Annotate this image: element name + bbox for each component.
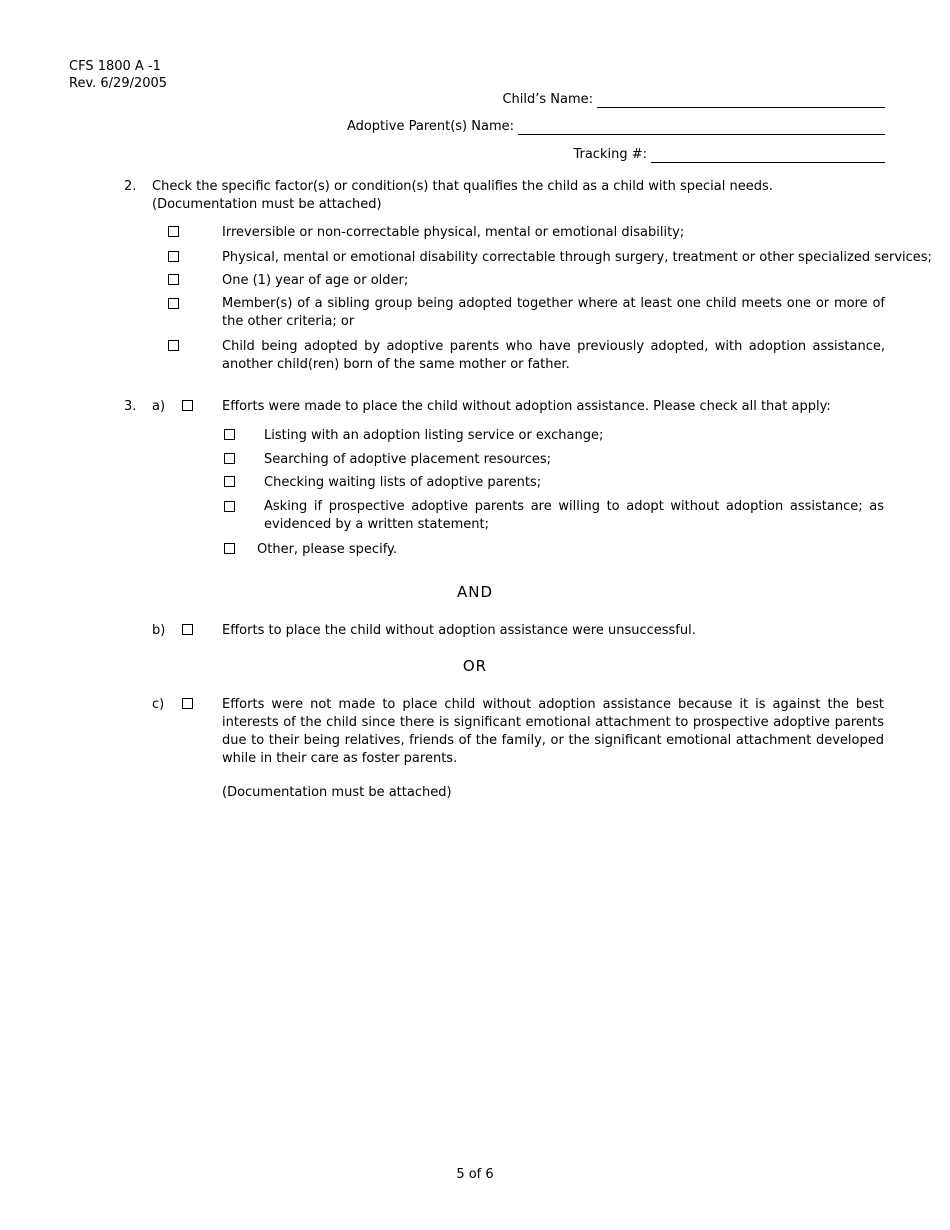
checkbox-other[interactable] — [224, 543, 235, 554]
adoptive-parents-field[interactable] — [518, 134, 885, 135]
section-3-number: 3. — [124, 399, 137, 414]
option-irreversible-disability: Irreversible or non-correctable physical, mental or emotional disability; — [222, 225, 685, 240]
option-other: Other, please specify. — [257, 542, 398, 557]
checkbox-correctable-disability[interactable] — [168, 251, 179, 262]
option-asking-parents: Asking if prospective adoptive parents are willing to adopt without adoption assistance; as evidenced by a written statement; — [264, 499, 884, 532]
option-waiting-lists: Checking waiting lists of adoptive parents; — [264, 475, 542, 490]
adoptive-parents-label: Adoptive Parent(s) Name: — [346, 119, 514, 134]
option-searching-resources: Searching of adoptive placement resources; — [264, 452, 552, 467]
section-3b-letter: b) — [152, 623, 166, 638]
option-correctable-disability: Physical, mental or emotional disability correctable through surgery, treatment or other specialized services; — [222, 250, 932, 265]
section-2-note: (Documentation must be attached) — [152, 197, 382, 212]
checkbox-asking-parents[interactable] — [224, 501, 235, 512]
child-name-field[interactable] — [597, 107, 885, 108]
option-sibling-group: Member(s) of a sibling group being adopted together where at least one child meets one or more of the other criteria; or — [222, 296, 885, 329]
section-3a-letter: a) — [152, 399, 166, 414]
section-3c-text: Efforts were not made to place child without adoption assistance because it is against the best interests of the child since there is significant emotional attachment to prospective adoptive parents due to their being relatives, friends of the family, or the significant emotional attachment developed while in their care as foster parents. — [222, 697, 884, 766]
section-2-number: 2. — [124, 179, 137, 194]
checkbox-previous-adoption[interactable] — [168, 340, 179, 351]
option-listing-service: Listing with an adoption listing service or exchange; — [264, 428, 604, 443]
option-previous-adoption: Child being adopted by adoptive parents who have previously adopted, with adoption assistance, another child(ren) born of the same mother or father. — [222, 339, 885, 372]
checkbox-waiting-lists[interactable] — [224, 476, 235, 487]
option-age-one-or-older: One (1) year of age or older; — [222, 273, 409, 288]
checkbox-listing-service[interactable] — [224, 429, 235, 440]
checkbox-irreversible-disability[interactable] — [168, 226, 179, 237]
form-id: CFS 1800 A -1 — [69, 59, 161, 74]
section-3a-text: Efforts were made to place the child without adoption assistance. Please check all that apply: — [222, 399, 831, 414]
tracking-label: Tracking #: — [573, 147, 647, 162]
section-2-intro: Check the specific factor(s) or condition(s) that qualifies the child as a child with special needs. — [152, 179, 773, 194]
section-3c-letter: c) — [152, 697, 165, 712]
checkbox-searching-resources[interactable] — [224, 453, 235, 464]
checkbox-sibling-group[interactable] — [168, 298, 179, 309]
checkbox-efforts-unsuccessful[interactable] — [182, 624, 193, 635]
and-separator: AND — [456, 583, 494, 601]
page-number: 5 of 6 — [456, 1167, 494, 1182]
section-3c-note: (Documentation must be attached) — [222, 785, 452, 800]
section-3b-text: Efforts to place the child without adoption assistance were unsuccessful. — [222, 623, 696, 638]
revision-date: Rev. 6/29/2005 — [69, 76, 168, 91]
checkbox-efforts-made[interactable] — [182, 400, 193, 411]
checkbox-efforts-not-made[interactable] — [182, 698, 193, 709]
checkbox-age-one-or-older[interactable] — [168, 274, 179, 285]
tracking-field[interactable] — [651, 162, 885, 163]
child-name-label: Child’s Name: — [502, 92, 593, 107]
or-separator: OR — [462, 657, 488, 675]
